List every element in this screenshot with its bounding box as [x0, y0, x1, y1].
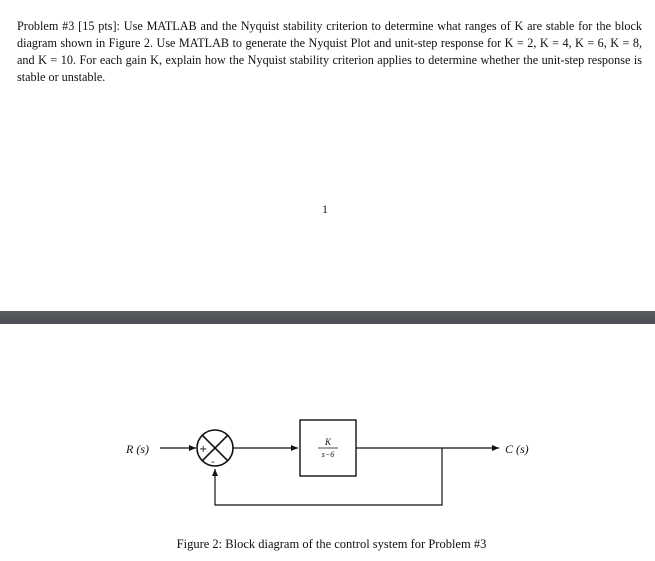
input-label: R (s) [126, 442, 149, 456]
block-numerator: K [324, 437, 332, 447]
problem-statement: Problem #3 [15 pts]: Use MATLAB and the Nyquist stability criterion to determine what ranges of K are stable for the block diagram shown in Figure 2. Use MATLAB to generate the Nyquist Plot and unit-step response for K = 2, K = 4, K = 6, K = 8, and K = 10. For each gain K, explain how the Nyquist stability criterion applies to determine whether the unit-step response is stable or unstable. [17, 19, 642, 85]
figure-caption-text: Figure 2: Block diagram of the control system for Problem #3 [176, 537, 487, 551]
plus-sign: + [199, 444, 208, 455]
figure-caption [0, 537, 655, 552]
block-denominator: s−6 [321, 450, 335, 459]
page-number: 1 [322, 202, 328, 216]
output-label: C (s) [505, 442, 529, 456]
block-diagram [0, 324, 655, 539]
minus-sign: - [211, 457, 215, 468]
page-separator [0, 311, 655, 324]
